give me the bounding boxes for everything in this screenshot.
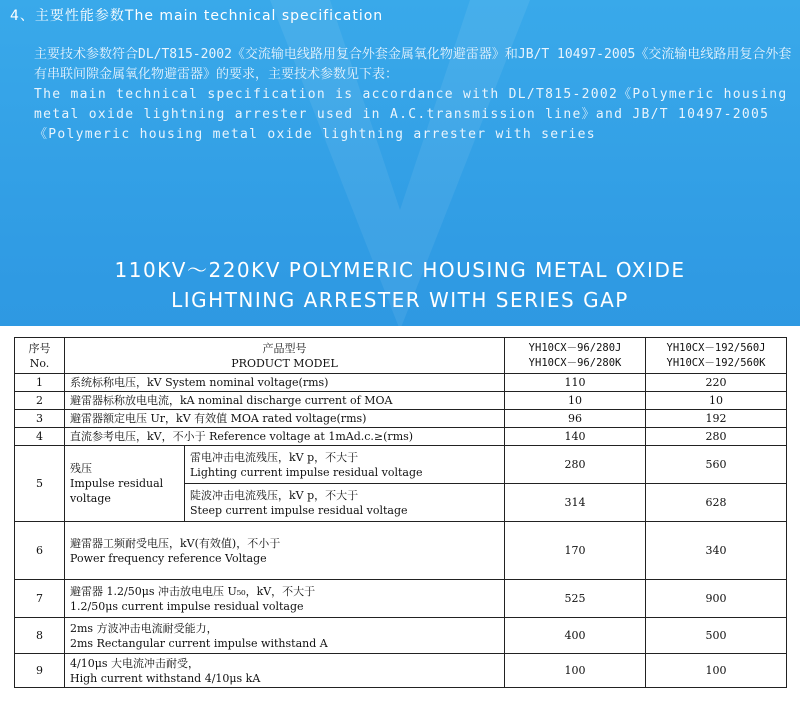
row-label-en: 1.2/50μs current impulse residual voltage bbox=[70, 599, 304, 613]
header-model-cn: 产品型号 bbox=[262, 341, 307, 355]
row-label: 系统标称电压，kV System nominal voltage(rms) bbox=[65, 374, 505, 392]
row-group-label bbox=[65, 446, 185, 522]
row-value-2: 100 bbox=[646, 654, 787, 688]
row-no: 9 bbox=[15, 654, 65, 688]
row-value-2: 340 bbox=[646, 522, 787, 580]
row-label-cn: 2ms 方波冲击电流耐受能力， bbox=[70, 621, 218, 635]
table-row bbox=[15, 392, 787, 410]
table-header-row bbox=[15, 338, 787, 374]
header-no bbox=[15, 338, 65, 374]
table-row bbox=[15, 410, 787, 428]
table-panel bbox=[0, 326, 800, 711]
row-label-cn: 4/10μs 大电流冲击耐受， bbox=[70, 656, 199, 670]
row-value-1: 140 bbox=[505, 428, 646, 446]
row-value-1: 110 bbox=[505, 374, 646, 392]
intro-text bbox=[34, 45, 794, 145]
header-col1-a: YH10CX－96/280J bbox=[528, 341, 622, 354]
row-value-1: 280 bbox=[505, 446, 646, 484]
row-value-2: 628 bbox=[646, 484, 787, 522]
header-no-cn: 序号 bbox=[28, 341, 51, 355]
table-title bbox=[0, 255, 800, 315]
row-label-en: 2ms Rectangular current impulse withstand A bbox=[70, 636, 328, 650]
group-label-en: Impulse residual voltage bbox=[70, 477, 164, 505]
sub-label-cn: 陡波冲击电流残压，kV p，不大于 bbox=[190, 488, 359, 502]
row-value-1: 100 bbox=[505, 654, 646, 688]
header-col2 bbox=[646, 338, 787, 374]
table-row bbox=[15, 580, 787, 618]
section-heading: 4、主要性能参数The main technical specification bbox=[10, 8, 384, 24]
row-value-1: 400 bbox=[505, 618, 646, 654]
row-sub-label bbox=[185, 446, 505, 484]
row-no: 3 bbox=[15, 410, 65, 428]
row-label: 避雷器额定电压 Ur，kV 有效值 MOA rated voltage(rms) bbox=[65, 410, 505, 428]
row-value-1: 525 bbox=[505, 580, 646, 618]
row-no: 6 bbox=[15, 522, 65, 580]
row-no: 5 bbox=[15, 446, 65, 522]
row-no: 7 bbox=[15, 580, 65, 618]
row-label-en: Power frequency reference Voltage bbox=[70, 551, 267, 565]
row-label: 直流参考电压，kV，不小于 Reference voltage at 1mAd.c.≥(rms) bbox=[65, 428, 505, 446]
row-label bbox=[65, 522, 505, 580]
row-label-cn: 避雷器工频耐受电压，kV(有效值)，不小于 bbox=[70, 536, 281, 550]
header-col1 bbox=[505, 338, 646, 374]
header-model bbox=[65, 338, 505, 374]
row-value-1: 10 bbox=[505, 392, 646, 410]
row-value-2: 900 bbox=[646, 580, 787, 618]
table-row bbox=[15, 522, 787, 580]
row-no: 4 bbox=[15, 428, 65, 446]
sub-label-en: Steep current impulse residual voltage bbox=[190, 503, 408, 517]
table-row bbox=[15, 654, 787, 688]
row-no: 1 bbox=[15, 374, 65, 392]
intro-chinese: 主要技术参数符合DL/T815-2002《交流输电线路用复合外套金属氧化物避雷器》和JB/T 10497-2005《交流输电线路用复合外套有串联间隙金属氧化物避雷器》的要求，主要技术参数见下表： bbox=[34, 47, 792, 82]
row-label bbox=[65, 654, 505, 688]
row-value-1: 314 bbox=[505, 484, 646, 522]
table-row bbox=[15, 446, 787, 484]
row-no: 8 bbox=[15, 618, 65, 654]
row-label: 避雷器标称放电电流，kA nominal discharge current of MOA bbox=[65, 392, 505, 410]
row-value-1: 96 bbox=[505, 410, 646, 428]
row-value-2: 280 bbox=[646, 428, 787, 446]
row-value-1: 170 bbox=[505, 522, 646, 580]
header-model-en: PRODUCT MODEL bbox=[231, 356, 338, 370]
sub-label-en: Lighting current impulse residual voltage bbox=[190, 465, 423, 479]
row-sub-label bbox=[185, 484, 505, 522]
row-no: 2 bbox=[15, 392, 65, 410]
header-col1-b: YH10CX－96/280K bbox=[528, 356, 622, 369]
table-row bbox=[15, 374, 787, 392]
intro-english: The main technical specification is accordance with DL/T815-2002《Polymeric housing metal oxide lightning arrester used in A.C.transmission line》and JB/T 10497-2005《Polymeric housing metal oxide lightning arrester with series bbox=[34, 87, 788, 142]
row-label-cn: 避雷器 1.2/50μs 冲击放电电压 U₅₀，kV，不大于 bbox=[70, 584, 316, 598]
header-col2-a: YH10CX－192/560J bbox=[666, 341, 766, 354]
table-title-line2: LIGHTNING ARRESTER WITH SERIES GAP bbox=[171, 288, 629, 312]
row-value-2: 192 bbox=[646, 410, 787, 428]
row-value-2: 500 bbox=[646, 618, 787, 654]
header-no-en: No. bbox=[29, 356, 50, 370]
table-row bbox=[15, 618, 787, 654]
row-label bbox=[65, 580, 505, 618]
header-col2-b: YH10CX－192/560K bbox=[666, 356, 766, 369]
row-value-2: 220 bbox=[646, 374, 787, 392]
spec-table bbox=[14, 337, 787, 688]
sub-label-cn: 雷电冲击电流残压，kV p，不大于 bbox=[190, 450, 359, 464]
group-label-cn: 残压 bbox=[70, 462, 92, 475]
table-row bbox=[15, 428, 787, 446]
row-value-2: 10 bbox=[646, 392, 787, 410]
row-label bbox=[65, 618, 505, 654]
row-value-2: 560 bbox=[646, 446, 787, 484]
row-label-en: High current withstand 4/10μs kA bbox=[70, 671, 261, 685]
table-title-line1: 110KV～220KV POLYMERIC HOUSING METAL OXIDE bbox=[114, 258, 686, 282]
